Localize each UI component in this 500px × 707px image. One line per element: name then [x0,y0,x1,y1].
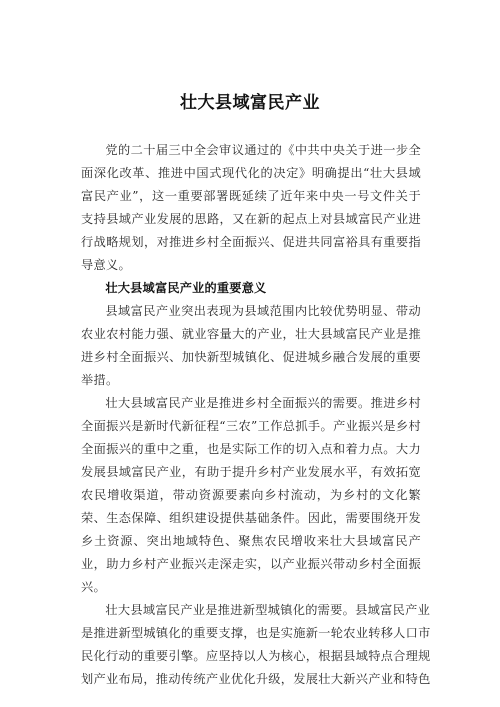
document-body [81,139,431,691]
body-paragraph-2: 壮大县域富民产业是推进乡村全面振兴的需要。推进乡村全面振兴是新时代新征程“三农”工作总抓手。产业振兴是乡村全面振兴的重中之重，也是实际工作的切入点和着力点。大力发展县域富民产业，有助于提升乡村产业发展水平，有效拓宽农民增收渠道，带动资源要素向乡村流动，为乡村的文化繁荣、生态保障、组织建设提供基础条件。因此，需要围绕开发乡土资源、突出地域特色、聚焦农民增收来壮大县域富民产业，助力乡村产业振兴走深走实，以产业振兴带动乡村全面振兴。 [81,396,421,594]
document-title: 壮大县域富民产业 [180,93,320,113]
paragraph-3-line-4: 划产业布局，推动传统产业优化升级，发展壮大新兴产业和特色 [81,672,431,686]
intro-paragraph: 党的二十届三中全会审议通过的《中共中央关于进一步全面深化改革、推进中国式现代化的决定》明确提出“壮大县域富民产业”，这一重要部署既延续了近年来中央一号文件关于支持县域产业发展的思路，又在新的起点上对县域富民产业进行战略规划，对推进乡村全面振兴、促进共同富裕具有重要指导意义。 [81,143,421,272]
body-paragraph-1: 县域富民产业突出表现为县域范围内比较优势明显、带动农业农村能力强、就业容量大的产业，壮大县域富民产业是推进乡村全面振兴、加快新型城镇化、促进城乡融合发展的重要举措。 [81,304,421,387]
body-paragraph-3 [81,599,431,691]
paragraph-3-line-3: 民化行动的重要引擎。应坚持以人为核心，根据县域特点合理规 [81,649,431,663]
paragraph-3-line-1: 壮大县域富民产业是推进新型城镇化的需要。县域富民产业 [105,603,431,617]
paragraph-3-line-2: 是推进新型城镇化的重要支撑，也是实施新一轮农业转移人口市 [81,626,431,640]
section-heading: 壮大县域富民产业的重要意义 [105,281,267,295]
